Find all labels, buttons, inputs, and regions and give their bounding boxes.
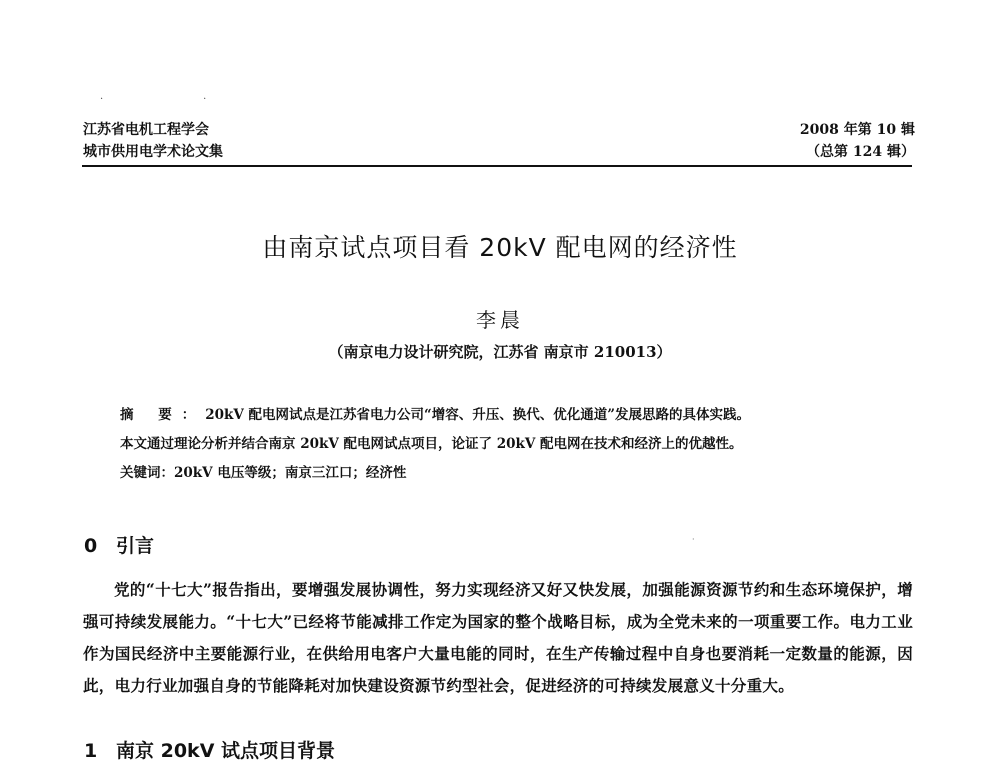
abstract-block bbox=[120, 401, 910, 488]
keywords-text: 20kV 电压等级；南京三江口；经济性 bbox=[174, 465, 407, 481]
section-number: 1 bbox=[84, 740, 98, 762]
intro-paragraph: 党的“十七大”报告指出，要增强发展协调性，努力实现经济又好又快发展，加强能源资源节约和生态环境保护，增强可持续发展能力。“十七大”已经将节能减排工作定为国家的整个战略目标，成为全党未来的一项重要工作。电力工业作为国民经济中主要能源行业，在供给用电客户大量电能的同时，在生产传输过程中自身也要消耗一定数量的能源，因此，电力行业加强自身的节能降耗对加快建设资源节约型社会，促进经济的可持续发展意义十分重大。 bbox=[83, 580, 913, 695]
issue-number: 2008 年第 10 辑 bbox=[799, 122, 915, 138]
section-heading-intro bbox=[84, 531, 154, 558]
section-title: 南京 20kV 试点项目背景 bbox=[116, 740, 336, 762]
scan-speck: · bbox=[692, 535, 695, 544]
journal-header-left bbox=[83, 119, 223, 163]
section-number: 0 bbox=[84, 535, 98, 557]
journal-header-right bbox=[800, 119, 915, 163]
abstract-line-1 bbox=[120, 401, 910, 430]
keywords-line bbox=[120, 459, 910, 488]
section-title: 引言 bbox=[116, 535, 155, 557]
author-affiliation: （南京电力设计研究院，江苏省 南京市 210013） bbox=[328, 343, 672, 361]
paper-author: 李晨 bbox=[476, 308, 524, 332]
section-heading-background bbox=[84, 736, 335, 763]
proceedings-name: 城市供用电学术论文集 bbox=[83, 144, 223, 160]
society-name: 江苏省电机工程学会 bbox=[83, 122, 209, 138]
total-issue-number: （总第 124 辑） bbox=[806, 144, 915, 160]
abstract-text-1: 20kV 配电网试点是江苏省电力公司“增容、升压、换代、优化通道”发展思路的具体实践。 bbox=[205, 407, 751, 423]
abstract-label: 摘 要： bbox=[120, 407, 206, 423]
scan-speck: ·· bbox=[100, 94, 307, 105]
abstract-text-2: 本文通过理论分析并结合南京 20kV 配电网试点项目，论证了 20kV 配电网在技术和经济上的优越性。 bbox=[120, 436, 743, 452]
paper-title: 由南京试点项目看 20kV 配电网的经济性 bbox=[262, 233, 738, 262]
header-rule bbox=[82, 165, 912, 167]
keywords-label: 关键词： bbox=[120, 465, 174, 481]
